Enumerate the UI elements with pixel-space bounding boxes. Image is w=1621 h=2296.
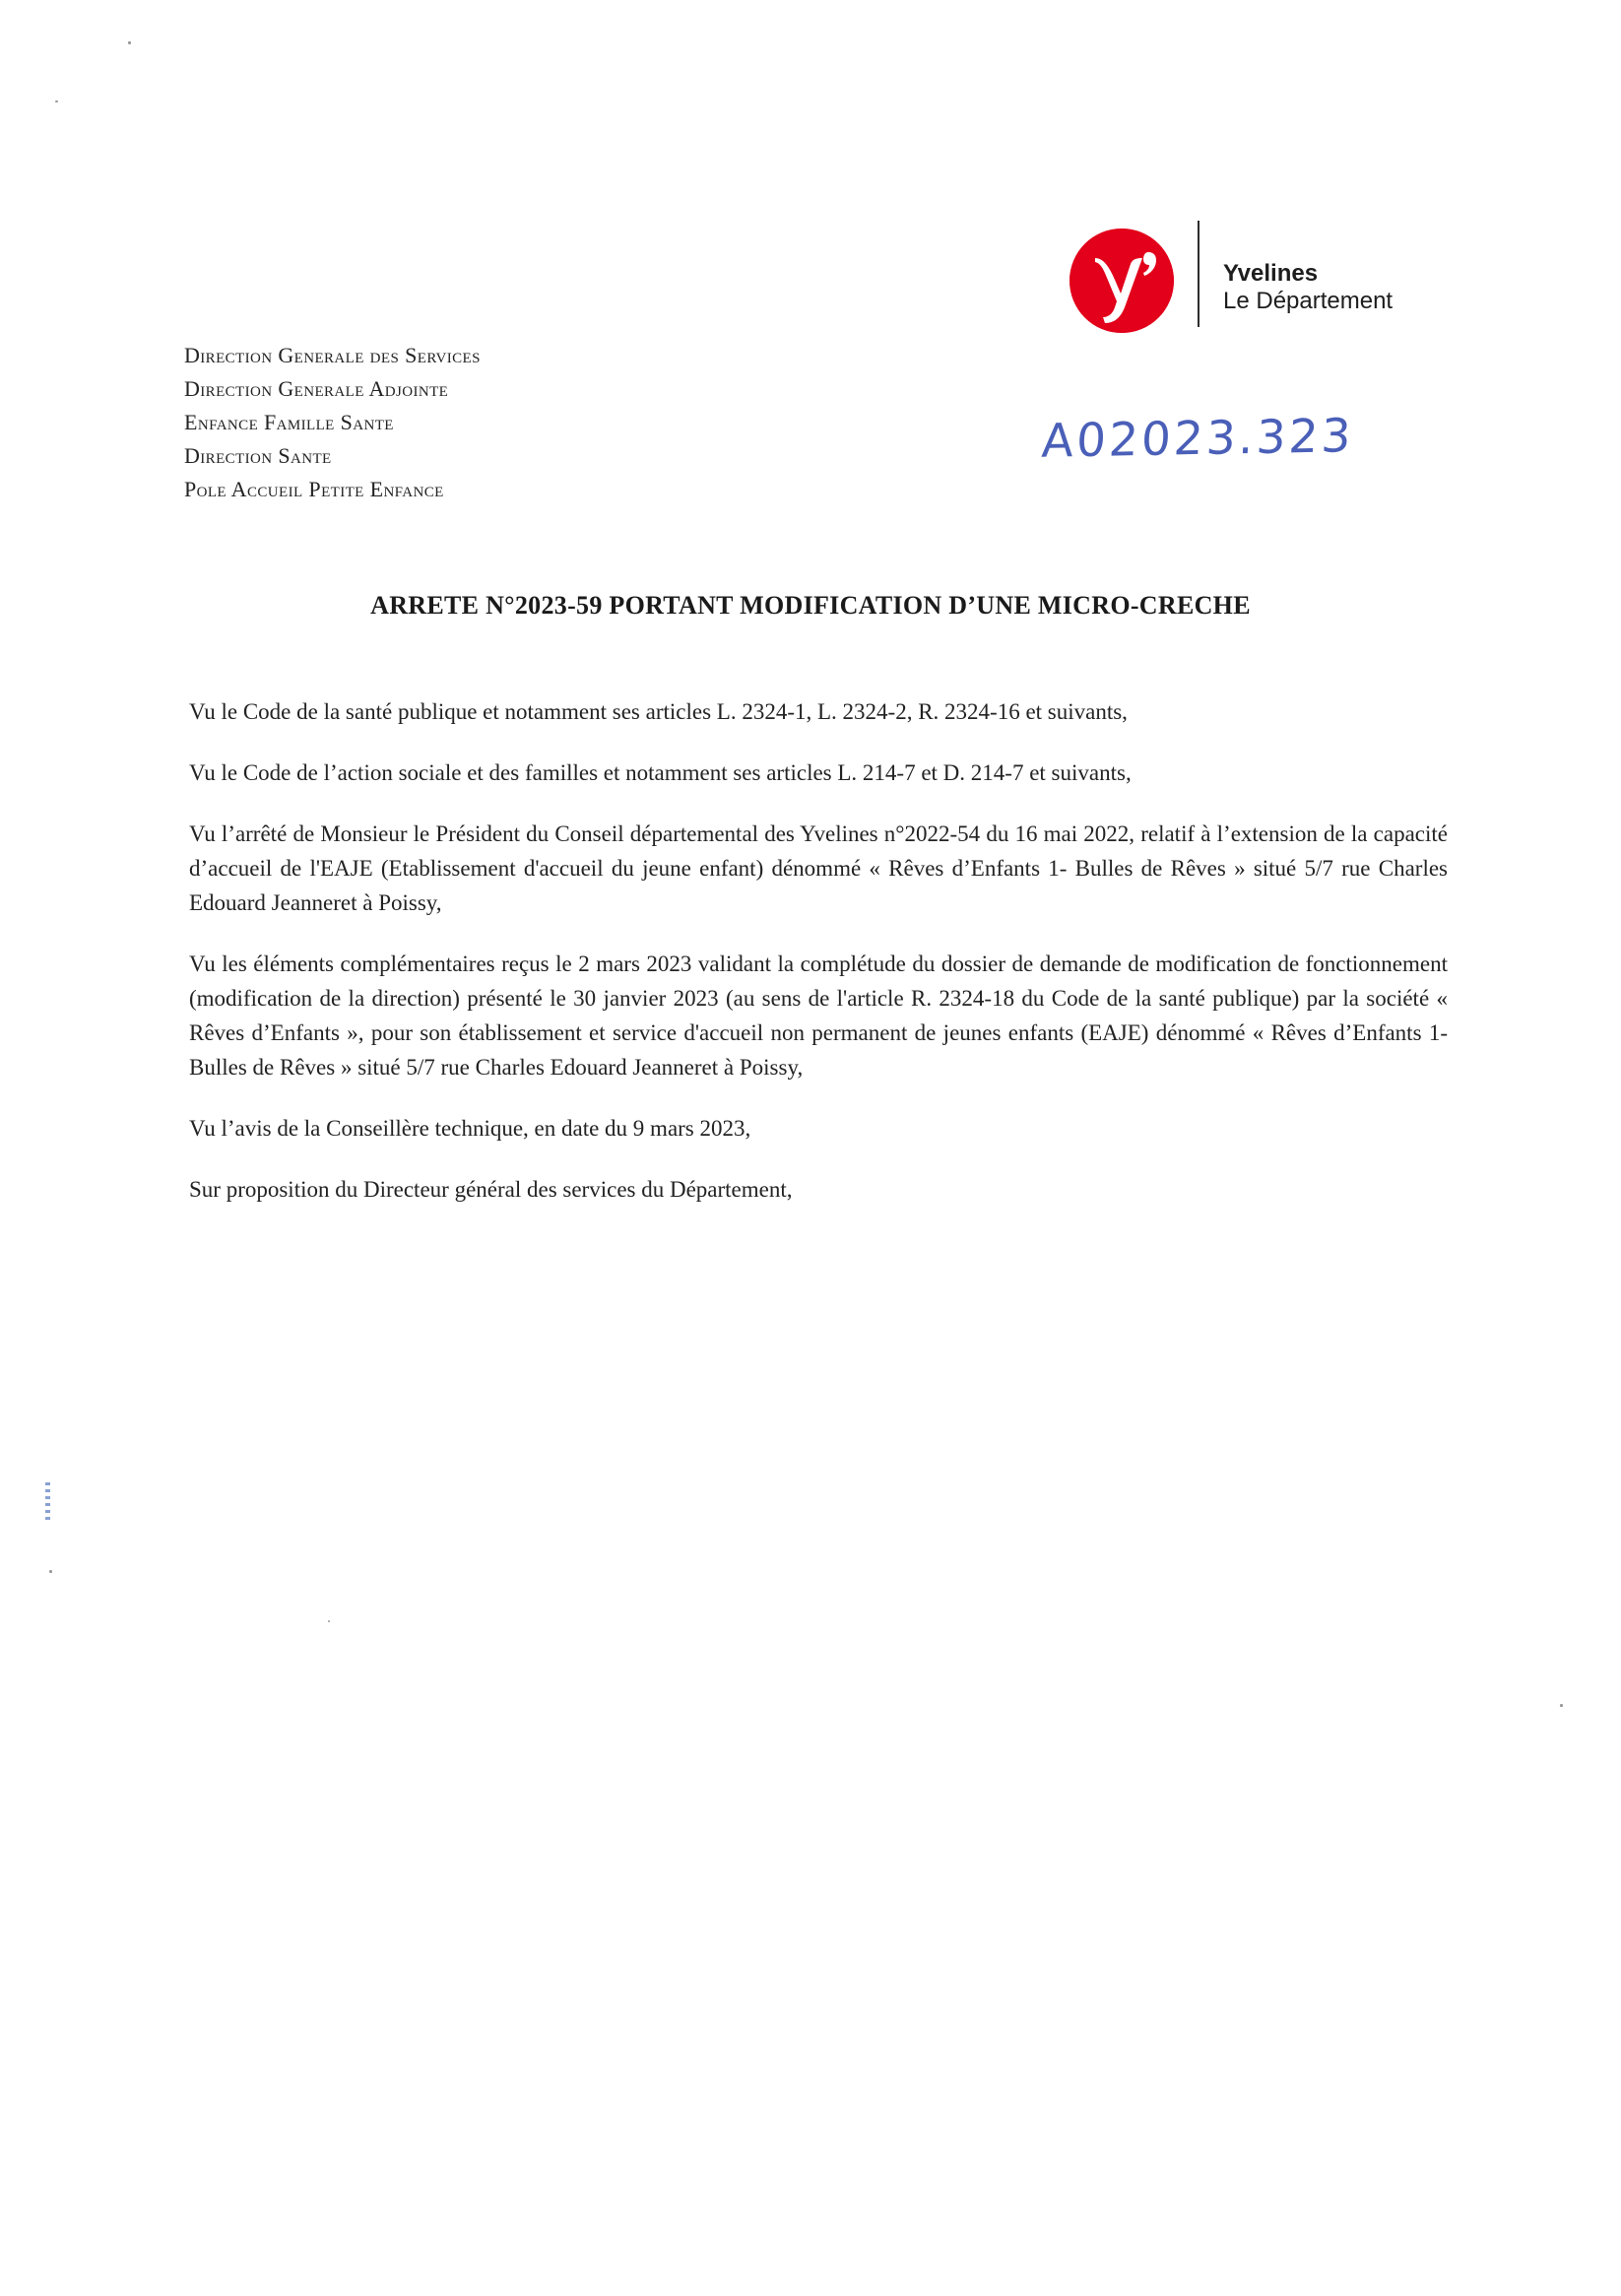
scan-speck <box>1560 1704 1563 1707</box>
scan-speck <box>128 41 131 44</box>
direction-line: Direction Sante <box>184 443 332 468</box>
direction-line: Direction Generale Adjointe <box>184 376 449 401</box>
logo-line-departement: Le Département <box>1223 288 1394 315</box>
document-body <box>189 694 1448 1233</box>
body-paragraph: Sur proposition du Directeur général des services du Département, <box>189 1177 793 1202</box>
document-title: ARRETE N°2023-59 PORTANT MODIFICATION D’UNE MICRO-CRECHE <box>370 591 1251 620</box>
logo-line-yvelines: Yvelines <box>1223 260 1319 287</box>
scan-speck <box>328 1620 330 1622</box>
direction-line: Direction Generale des Services <box>184 343 481 367</box>
body-paragraph: Vu le Code de la santé publique et notamment ses articles L. 2324-1, L. 2324-2, R. 2324-16 et suivants, <box>189 699 1128 724</box>
scan-edge-mark <box>45 1482 50 1522</box>
scan-speck <box>49 1570 52 1573</box>
body-paragraph: Vu les éléments complémentaires reçus le 2 mars 2023 validant la complétude du dossier de demande de modification de fonctionnement (modification de la direction) présenté le 30 janvier 2023 (au sens de l'article R. 2324-18 du Code de la santé publique) par la société « Rêves d’Enfants », pour son établissement et service d'accueil non permanent de jeunes enfants (EAJE) dénommé « Rêves d’Enfants 1- Bulles de Rêves » situé 5/7 rue Charles Edouard Jeanneret à Poissy, <box>189 951 1448 1080</box>
direction-line: Enfance Famille Sante <box>184 410 394 434</box>
scan-speck <box>55 100 58 102</box>
yvelines-y-logo-icon <box>1070 229 1174 333</box>
handwritten-reference-number: A02023.323 <box>1040 409 1355 469</box>
body-paragraph: Vu le Code de l’action sociale et des familles et notamment ses articles L. 214-7 et D. 214-7 et suivants, <box>189 760 1132 785</box>
direction-line: Pole Accueil Petite Enfance <box>184 477 444 501</box>
directions-header <box>184 339 481 506</box>
logo-text <box>1223 260 1393 316</box>
body-paragraph: Vu l’arrêté de Monsieur le Président du Conseil départemental des Yvelines n°2022-54 du 16 mai 2022, relatif à l’extension de la capacité d’accueil de l'EAJE (Etablissement d'accueil du jeune enfant) dénommé « Rêves d’Enfants 1- Bulles de Rêves » situé 5/7 rue Charles Edouard Jeanneret à Poissy, <box>189 821 1448 915</box>
body-paragraph: Vu l’avis de la Conseillère technique, en date du 9 mars 2023, <box>189 1116 751 1141</box>
logo-divider <box>1198 221 1200 327</box>
department-logo <box>1070 221 1424 334</box>
